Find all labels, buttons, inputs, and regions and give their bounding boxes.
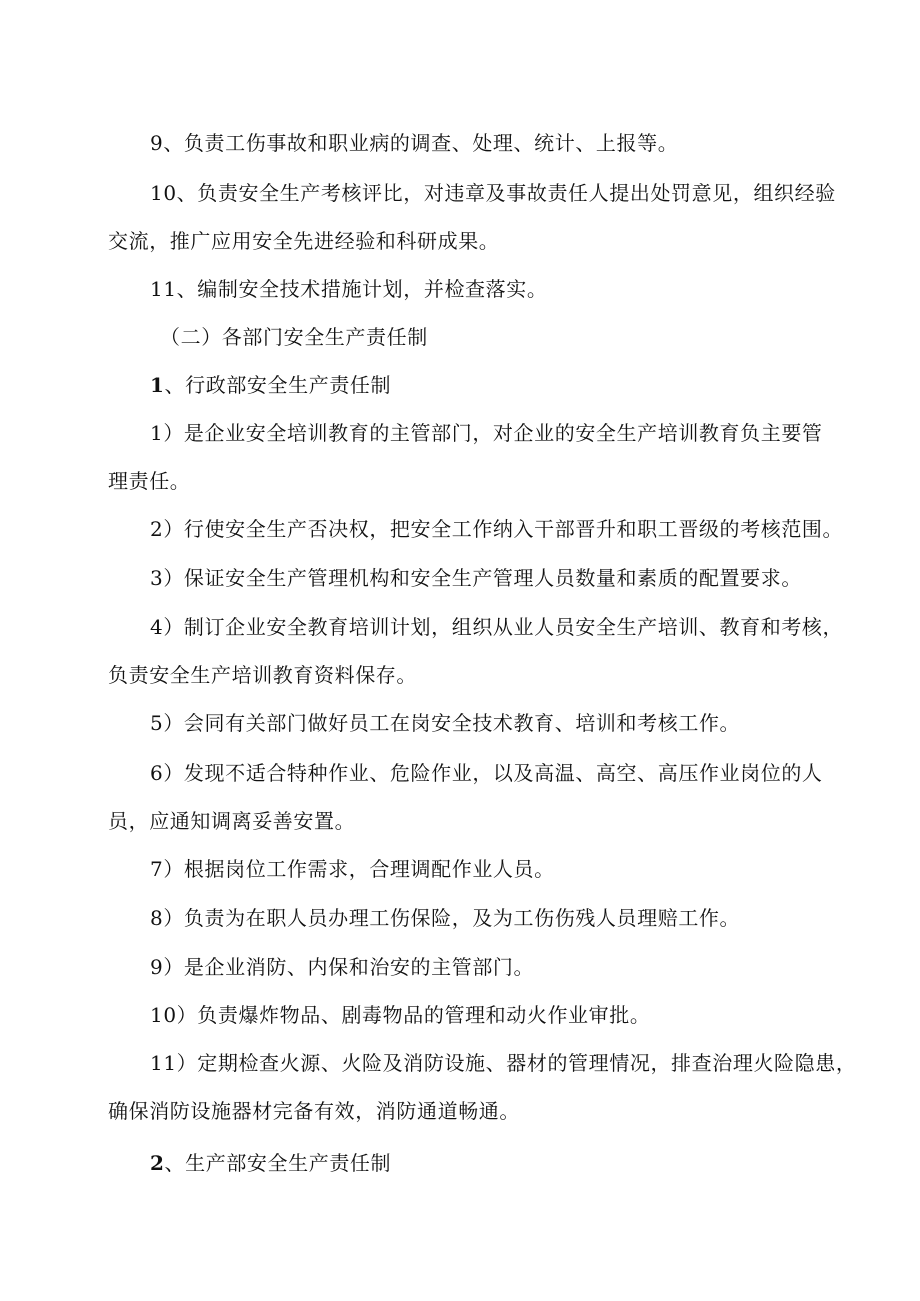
paragraph-item-11: 11、编制安全技术措施计划，并检查落实。 — [150, 277, 548, 301]
section-heading-departments: （二）各部门安全生产责任制 — [160, 325, 428, 349]
admin-item-1-line-1: 1）是企业安全培训教育的主管部门，对企业的安全生产培训教育负主要管 — [150, 421, 823, 445]
admin-item-4-line-1: 4）制订企业安全教育培训计划，组织从业人员安全生产培训、教育和考核， — [150, 615, 844, 639]
paragraph-item-10-line-2: 交流，推广应用安全先进经验和科研成果。 — [108, 229, 500, 253]
paragraph-item-9: 9、负责工伤事故和职业病的调查、处理、统计、上报等。 — [150, 131, 679, 155]
heading-admin-title: 、行政部安全生产责任制 — [164, 373, 392, 397]
admin-item-6-line-2: 员，应通知调离妥善安置。 — [108, 809, 356, 833]
heading-admin-department — [150, 373, 391, 397]
admin-item-7: 7）根据岗位工作需求，合理调配作业人员。 — [150, 857, 555, 881]
admin-item-10: 10）负责爆炸物品、剧毒物品的管理和动火作业审批。 — [150, 1003, 651, 1027]
admin-item-6-line-1: 6）发现不适合特种作业、危险作业，以及高温、高空、高压作业岗位的人 — [150, 761, 823, 785]
heading-production-number: 2 — [150, 1151, 165, 1175]
heading-admin-number: 1 — [150, 373, 165, 397]
admin-item-11-line-1: 11）定期检查火源、火险及消防设施、器材的管理情况，排查治理火险隐患， — [150, 1051, 857, 1075]
admin-item-1-line-2: 理责任。 — [108, 469, 191, 493]
paragraph-item-10-line-1: 10、负责安全生产考核评比，对违章及事故责任人提出处罚意见，组织经验 — [150, 181, 836, 205]
heading-production-title: 、生产部安全生产责任制 — [164, 1151, 392, 1175]
admin-item-8: 8）负责为在职人员办理工伤保险，及为工伤伤残人员理赔工作。 — [150, 906, 741, 930]
admin-item-4-line-2: 负责安全生产培训教育资料保存。 — [108, 663, 417, 687]
admin-item-9: 9）是企业消防、内保和治安的主管部门。 — [150, 955, 535, 979]
admin-item-5: 5）会同有关部门做好员工在岗安全技术教育、培训和考核工作。 — [150, 711, 741, 735]
admin-item-11-line-2: 确保消防设施器材完备有效，消防通道畅通。 — [108, 1099, 520, 1123]
admin-item-3: 3）保证安全生产管理机构和安全生产管理人员数量和素质的配置要求。 — [150, 566, 802, 590]
heading-production-department — [150, 1151, 391, 1175]
admin-item-2: 2）行使安全生产否决权，把安全工作纳入干部晋升和职工晋级的考核范围。 — [150, 517, 844, 541]
